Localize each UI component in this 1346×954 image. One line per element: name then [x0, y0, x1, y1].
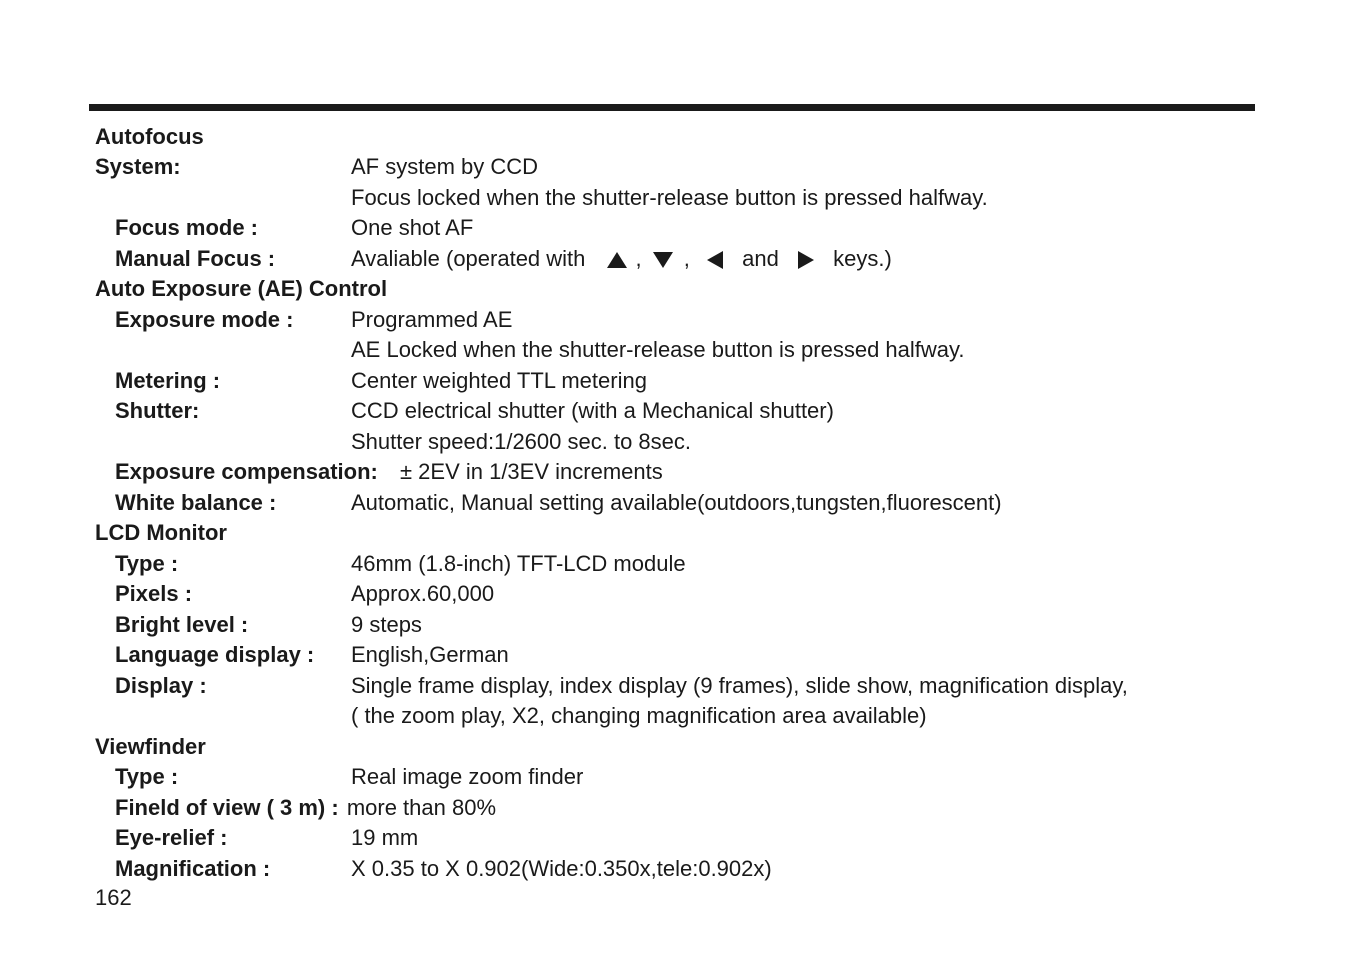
- spec-value: Focus locked when the shutter-release button is pressed halfway.: [351, 185, 988, 210]
- spec-label: Eye-relief :: [115, 825, 228, 850]
- page-number: 162: [95, 885, 132, 910]
- spec-value: AE Locked when the shutter-release button is pressed halfway.: [351, 337, 965, 362]
- spec-value: ( the zoom play, X2, changing magnification area available): [351, 703, 927, 728]
- spec-value: English,German: [351, 642, 509, 667]
- spec-value: Shutter speed:1/2600 sec. to 8sec.: [351, 429, 692, 454]
- right-arrow-icon: [797, 250, 815, 270]
- spec-value: Automatic, Manual setting available(outdoors,tungsten,fluorescent): [351, 490, 1002, 515]
- spec-value: 19 mm: [351, 825, 419, 850]
- down-arrow-icon: [652, 251, 674, 269]
- spec-label: Exposure compensation:: [115, 459, 378, 484]
- spec-value: Programmed AE: [351, 307, 513, 332]
- spec-label: Exposure mode :: [115, 307, 294, 332]
- spec-label: System:: [95, 154, 181, 179]
- spec-value: One shot AF: [351, 215, 474, 240]
- spec-label: Type :: [115, 764, 179, 789]
- spec-label: Manual Focus :: [115, 246, 276, 271]
- spec-label: Pixels :: [115, 581, 193, 606]
- spec-value: Avaliable (operated with , , and keys.): [351, 246, 892, 271]
- top-rule: [89, 104, 1255, 111]
- spec-value: Approx.60,000: [351, 581, 495, 606]
- spec-value: CCD electrical shutter (with a Mechanical shutter): [351, 398, 834, 423]
- spec-label: Language display :: [115, 642, 315, 667]
- spec-value: X 0.35 to X 0.902(Wide:0.350x,tele:0.902x): [351, 856, 772, 881]
- spec-value: more than 80%: [346, 795, 497, 820]
- spec-label: Magnification :: [115, 856, 271, 881]
- spec-label: Metering :: [115, 368, 221, 393]
- left-arrow-icon: [706, 250, 724, 270]
- spec-label: Fineld of view ( 3 m) :: [115, 795, 339, 820]
- spec-value: 46mm (1.8-inch) TFT-LCD module: [351, 551, 686, 576]
- spec-value: AF system by CCD: [351, 154, 539, 179]
- spec-label: Display :: [115, 673, 207, 698]
- spec-value: Single frame display, index display (9 frames), slide show, magnification display,: [351, 673, 1128, 698]
- spec-label: Bright level :: [115, 612, 249, 637]
- spec-label: Shutter:: [115, 398, 200, 423]
- spec-label: Type :: [115, 551, 179, 576]
- spec-value: Real image zoom finder: [351, 764, 584, 789]
- spec-value: 9 steps: [351, 612, 422, 637]
- spec-label: White balance :: [115, 490, 277, 515]
- spec-value: Center weighted TTL metering: [351, 368, 647, 393]
- spec-value: ± 2EV in 1/3EV increments: [399, 459, 663, 484]
- spec-label: Focus mode :: [115, 215, 259, 240]
- up-arrow-icon: [606, 251, 628, 269]
